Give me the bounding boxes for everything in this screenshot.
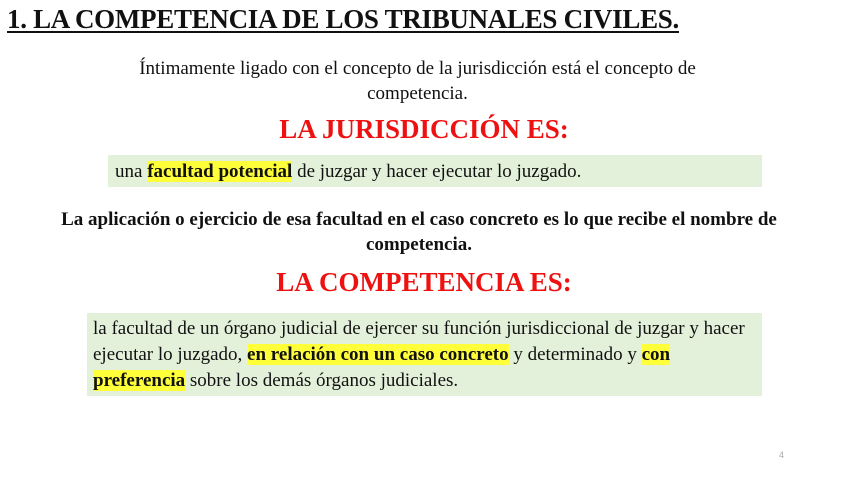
middle-statement: La aplicación o ejercicio de esa facultad en el caso concreto es lo que recibe el nombre de competencia. (61, 209, 777, 255)
competencia-highlight-preferencia: con preferencia (93, 344, 671, 391)
jurisdiccion-heading: LA JURISDICCIÓN ES: (279, 114, 569, 144)
competencia-highlight-caso: en relación con un caso concreto (247, 344, 509, 365)
jurisdiccion-text-after: de juzgar y hacer ejecutar lo juzgado. (292, 161, 582, 182)
competencia-text-part1: la facultad de un órgano judicial de ejercer su función jurisdiccional de juzgar y hacer ejecutar lo juzgado, (93, 318, 745, 365)
competencia-text-part3: sobre los demás órganos judiciales. (185, 370, 459, 391)
jurisdiccion-text-before: una (115, 161, 148, 182)
page-number: 4 (778, 450, 784, 460)
competencia-text-part2: y determinado y (508, 344, 642, 365)
jurisdiccion-definition-box (108, 155, 762, 187)
competencia-definition-box (87, 313, 762, 396)
intro-paragraph: Íntimamente ligado con el concepto de la jurisdicción está el concepto de competencia. (139, 58, 696, 104)
competencia-heading: LA COMPETENCIA ES: (276, 267, 572, 297)
jurisdiccion-highlight: facultad potencial (147, 161, 293, 182)
slide-title: 1. LA COMPETENCIA DE LOS TRIBUNALES CIVILES. (7, 4, 679, 34)
